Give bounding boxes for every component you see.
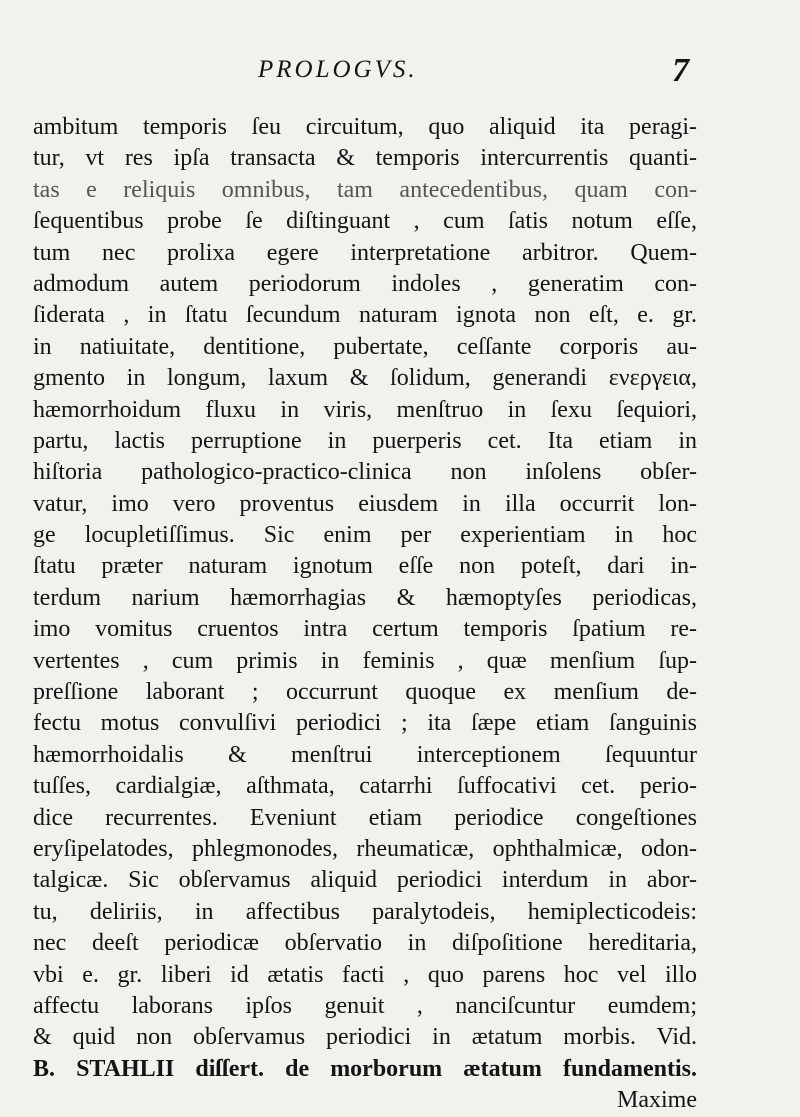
text-line: talgicæ. Sic obſervamus aliquid periodici interdum in abor- [33,867,697,894]
text-line: tas e reliquis omnibus, tam antecedentibus, quam con- [33,176,697,203]
text-line: tur, vt res ipſa transacta & temporis intercurrentis quanti- [33,145,697,172]
text-line: vertentes , cum primis in feminis , quæ menſium ſup- [33,647,697,674]
text-line: affectu laborans ipſos genuit , nanciſcuntur eumdem; [33,992,697,1019]
text-line: ambitum temporis ſeu circuitum, quo aliquid ita peragi- [33,114,697,140]
text-line: tum nec prolixa egere interpretatione arbitror. Quem- [33,239,697,266]
page-header [0,52,800,96]
text-line: partu, lactis perruptione in puerperis cet. Ita etiam in [33,427,697,454]
text-line: B. STAHLII diſſert. de morborum ætatum fundamentis. [33,1055,697,1082]
text-line: imo vomitus cruentos intra certum temporis ſpatium re- [33,616,697,643]
text-line: hiſtoria pathologico-practico-clinica non inſolens obſer- [33,459,697,486]
text-line: admodum autem periodorum indoles , generatim con- [33,270,697,297]
text-line: ſequentibus probe ſe diſtinguant , cum ſatis notum eſſe, [33,208,697,235]
text-line: hæmorrhoidalis & menſtrui interceptionem ſequuntur [33,741,697,768]
text-line: ge locupletiſſimus. Sic enim per experientiam in hoc [33,522,697,549]
text-line: dice recurrentes. Eveniunt etiam periodice congeſtiones [33,804,697,831]
text-line: gmento in longum, laxum & ſolidum, generandi ενεργεια, [33,365,697,392]
running-title: PROLOGVS. [258,56,418,83]
text-line: fectu motus convulſivi periodici ; ita ſæpe etiam ſanguinis [33,710,697,737]
text-line: eryſipelatodes, phlegmonodes, rheumaticæ, ophthalmicæ, odon- [33,835,697,862]
text-line: tuſſes, cardialgiæ, aſthmata, catarrhi ſuffocativi cet. perio- [33,773,697,800]
text-line: tu, deliriis, in affectibus paralytodeis, hemiplecticodeis: [33,898,697,925]
text-line: in natiuitate, dentitione, pubertate, ceſſante corporis au- [33,333,697,360]
catchword: Maxime [617,1087,697,1114]
body-text [33,112,697,1117]
text-line: ſiderata , in ſtatu ſecundum naturam ignota non eſt, e. gr. [33,302,697,329]
text-line: vatur, imo vero proventus eiusdem in illa occurrit lon- [33,490,697,517]
text-line: terdum narium hæmorrhagias & hæmoptyſes periodicas, [33,584,697,611]
text-line: ſtatu præter naturam ignotum eſſe non poteſt, dari in- [33,553,697,580]
page-number: 7 [672,52,689,89]
text-line: preſſione laborant ; occurrunt quoque ex menſium de- [33,679,697,706]
text-line: & quid non obſervamus periodici in ætatum morbis. Vid. [33,1024,697,1051]
text-line: hæmorrhoidum fluxu in viris, menſtruo in ſexu ſequiori, [33,396,697,423]
text-line: vbi e. gr. liberi id ætatis facti , quo parens hoc vel illo [33,961,697,988]
text-line: nec deeſt periodicæ obſervatio in diſpoſitione hereditaria, [33,930,697,957]
